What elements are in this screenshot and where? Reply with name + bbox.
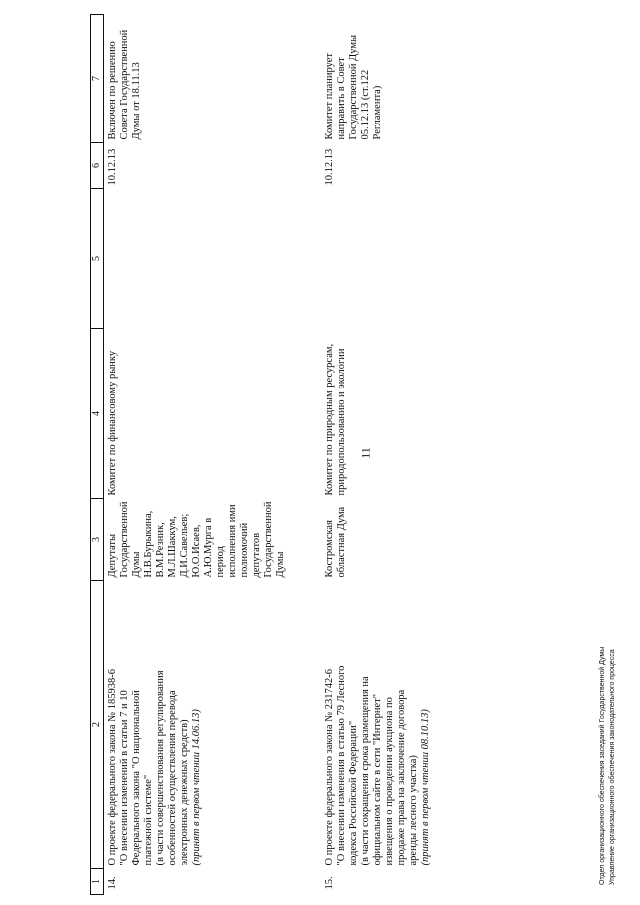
bill-description (103, 581, 316, 869)
bill-note-line: аренды лесного участка) (407, 755, 419, 866)
col-header-5: 5 (91, 189, 104, 329)
bill-title-line: О проекте федерального закона № 185938-6 (106, 668, 118, 866)
col-header-7: 7 (91, 15, 104, 143)
bill-title-line: Федерального закона "О национальной (130, 690, 142, 866)
bill-decision: Включен по решению Совета Государственной Думы от 18.11.13 (106, 29, 142, 140)
col-header-1: 1 (91, 869, 104, 895)
bill-committee: Комитет по природным ресурсам, природопользованию и экологии (323, 343, 347, 496)
page-number: 11 (358, 447, 373, 459)
header-row (91, 15, 104, 895)
bill-initiator: Костромская областная Дума (323, 506, 347, 578)
bill-note-line: официальном сайте в сети "Интернет" (371, 693, 383, 866)
bill-col5 (103, 189, 316, 329)
bill-status: (принят в первом чтении 08.10.13) (420, 709, 431, 866)
footer-line: Управление организационного обеспечения законодательного процесса (609, 649, 616, 885)
bill-committee: Комитет по финансовому рынку (106, 350, 118, 496)
bill-date: 10.12.13 (323, 148, 335, 186)
bills-table (90, 14, 437, 895)
col-header-6: 6 (91, 143, 104, 189)
bill-col5 (316, 189, 437, 329)
bill-title-line: "О внесении изменения в статью 79 Лесного (335, 665, 347, 866)
bill-status: (принят в первом чтении 14.06.13) (190, 709, 202, 866)
bill-decision: Комитет планирует направить в Совет Государственной Думы 05.12.13 (ст.122 Регламента) (323, 34, 383, 140)
bill-note-line: (в части совершенствования регулирования (154, 670, 166, 866)
footer (598, 647, 618, 885)
bill-note-line: электронных денежных средств) (178, 719, 190, 866)
row-number: 15. (323, 876, 335, 890)
bill-title-line: О проекте федерального закона № 231742-6 (323, 668, 335, 866)
col-header-3: 3 (91, 499, 104, 581)
bill-initiator: Депутаты Государственной Думы Н.В.Бурыкина, В.М.Резник, М.Л.Шаккум, Д.И.Савельев; Ю.О.Исаев, А.Ю.Мурга в период исполнения ими полномочий депутатов Государственной Думы (106, 501, 287, 578)
col-header-2: 2 (91, 581, 104, 869)
bill-title-line: кодекса Российской Федерации" (347, 720, 359, 866)
table-row (316, 15, 437, 895)
bill-date: 10.12.13 (106, 148, 118, 186)
col-header-4: 4 (91, 329, 104, 499)
bill-note-line: продаже права на заключение договора (395, 689, 407, 866)
bill-title-line: "О внесении изменений в статьи 7 и 10 (118, 690, 130, 866)
bill-note-line: (в части сокращения срока размещения на (359, 676, 371, 866)
footer-line: Отдел организационного обеспечения заседаний Государственной Думы (599, 646, 606, 885)
landscape-sheet (90, 15, 430, 895)
bill-note-line: извещения о проведении аукциона по (383, 697, 395, 866)
bill-title-line: платежной системе" (142, 774, 154, 866)
bill-description (316, 581, 437, 869)
table-row (103, 15, 316, 895)
bill-note-line: особенностей осуществления перевода (166, 690, 178, 866)
row-number: 14. (106, 876, 118, 890)
